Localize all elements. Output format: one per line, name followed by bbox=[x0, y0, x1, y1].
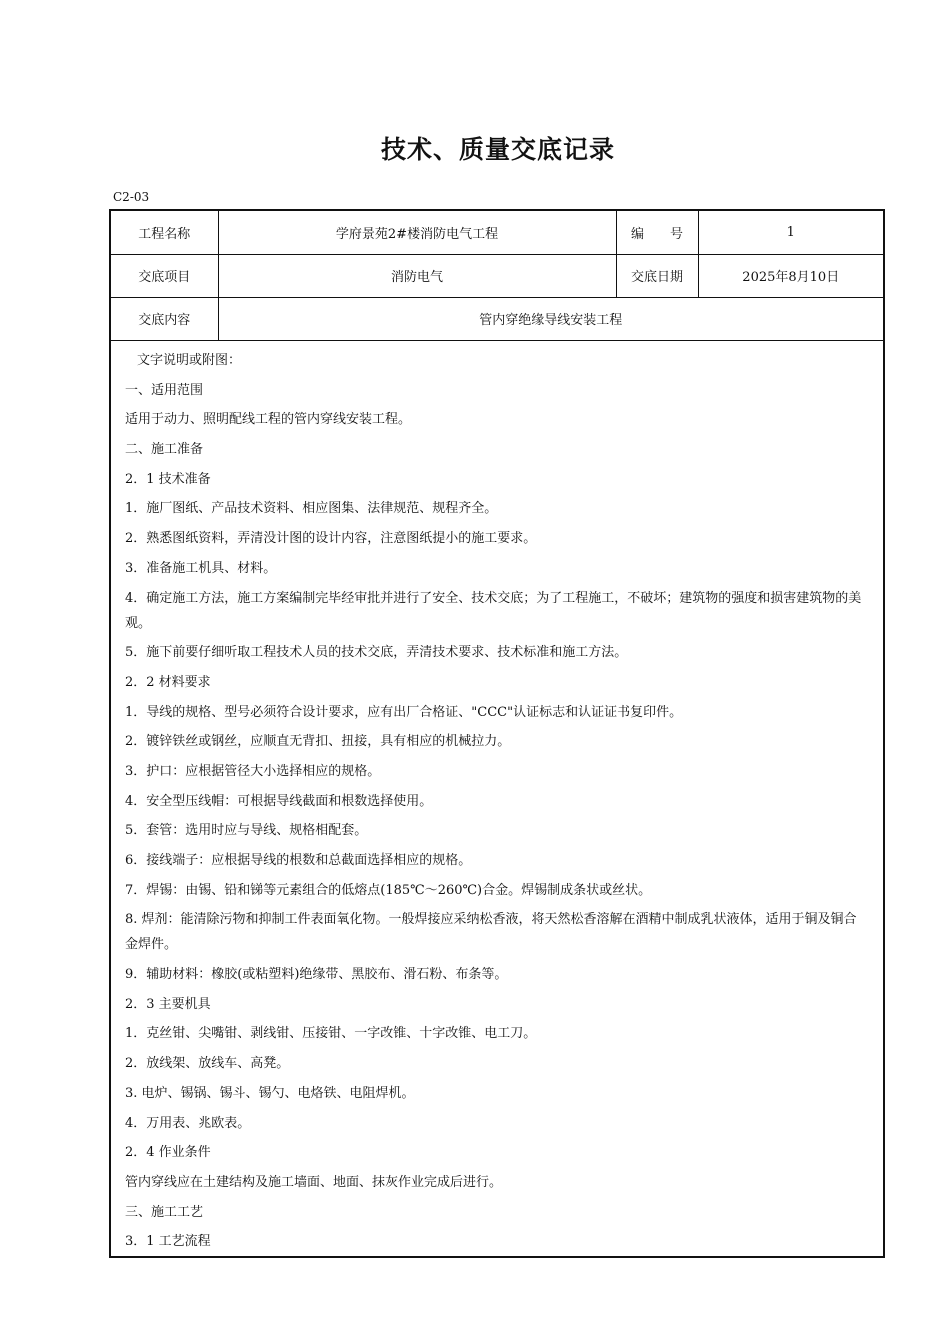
body-line: 7．焊锡：由锡、铅和锑等元素组合的低熔点(185℃～260℃)合金。焊锡制成条状或丝状。 bbox=[125, 882, 652, 898]
content-value: 管内穿绝缘导线安装工程 bbox=[218, 297, 883, 340]
body-line: 6．接线端子：应根据导线的根数和总截面选择相应的规格。 bbox=[125, 853, 472, 868]
body-line: 2．镀锌铁丝或钢丝，应顺直无背扣、扭接，具有相应的机械拉力。 bbox=[125, 734, 511, 750]
record-form bbox=[109, 209, 885, 1258]
body-line: 1．施厂图纸、产品技术资料、相应图集、法律规范、规程齐全。 bbox=[125, 501, 498, 517]
body-text bbox=[111, 342, 883, 1259]
body-line: 4．万用表、兆欧表。 bbox=[125, 1115, 251, 1131]
body-line: 2．放线架、放线车、高凳。 bbox=[125, 1056, 290, 1072]
body-line: 文字说明或附图： bbox=[137, 353, 242, 368]
body-line: 4．确定施工方法，施工方案编制完毕经审批并进行了安全、技术交底；为了工程施工，不破坏；建筑物的强度和损害建筑物的美观。 bbox=[125, 590, 862, 631]
body-line: 3．准备施工机具、材料。 bbox=[125, 560, 277, 576]
body-line: 4．安全型压线帽：可根据导线截面和根数选择使用。 bbox=[125, 793, 433, 809]
body-line: 1．克丝钳、尖嘴钳、剥线钳、压接钳、一字改锥、十字改锥、电工刀。 bbox=[125, 1026, 537, 1042]
body-line: 5．套管：选用时应与导线、规格相配套。 bbox=[125, 823, 368, 839]
form-code: C2-03 bbox=[113, 190, 150, 204]
body-line: 5．施下前要仔细听取工程技术人员的技术交底，弄清技术要求、技术标准和施工方法。 bbox=[125, 645, 628, 661]
subsection-heading: 2．3 主要机具 bbox=[125, 996, 211, 1012]
section-heading: 一、适用范围 bbox=[125, 382, 204, 398]
project-name-value: 学府景苑2#楼消防电气工程 bbox=[218, 211, 616, 254]
body-line: 1．导线的规格、型号必须符合设计要求，应有出厂合格证、"CCC"认证标志和认证证书复印件。 bbox=[125, 704, 683, 720]
page-title: 技术、质量交底记录 bbox=[380, 135, 615, 164]
body-line: 适用于动力、照明配线工程的管内穿线安装工程。 bbox=[125, 412, 412, 428]
header-table bbox=[111, 211, 883, 341]
subsection-heading: 2．2 材料要求 bbox=[125, 674, 211, 690]
section-heading: 二、施工准备 bbox=[125, 442, 204, 458]
item-value: 消防电气 bbox=[218, 254, 616, 297]
subsection-heading: 3．1 工艺流程 bbox=[125, 1234, 211, 1250]
number-value: 1 bbox=[698, 211, 883, 254]
body-line: 8. 焊剂：能清除污物和抑制工件表面氧化物。一般焊接应采纳松香液，将天然松香溶解在酒精中制成乳状液体，适用于铜及铜合金焊件。 bbox=[125, 912, 857, 953]
date-value: 2025年8月10日 bbox=[698, 254, 883, 297]
project-name-label: 工程名称 bbox=[111, 211, 218, 254]
subsection-heading: 2．4 作业条件 bbox=[125, 1145, 211, 1161]
body-line: 3. 电炉、锡锅、锡斗、锡勺、电烙铁、电阻焊机。 bbox=[125, 1085, 415, 1101]
body-line: 9．辅助材料：橡胶(或粘塑料)绝缘带、黑胶布、滑石粉、布条等。 bbox=[125, 967, 508, 983]
content-label: 交底内容 bbox=[111, 297, 218, 340]
number-label: 编 号 bbox=[616, 211, 698, 254]
subsection-heading: 2．1 技术准备 bbox=[125, 471, 211, 487]
body-line: 3．护口：应根据管径大小选择相应的规格。 bbox=[125, 763, 381, 779]
item-label: 交底项目 bbox=[111, 254, 218, 297]
body-line: 管内穿线应在土建结构及施工墙面、地面、抹灰作业完成后进行。 bbox=[125, 1174, 503, 1190]
body-line: 2．熟悉图纸资料，弄清没计图的设计内容，注意图纸提小的施工要求。 bbox=[125, 531, 537, 547]
section-heading: 三、施工工艺 bbox=[125, 1204, 204, 1220]
date-label: 交底日期 bbox=[616, 254, 698, 297]
